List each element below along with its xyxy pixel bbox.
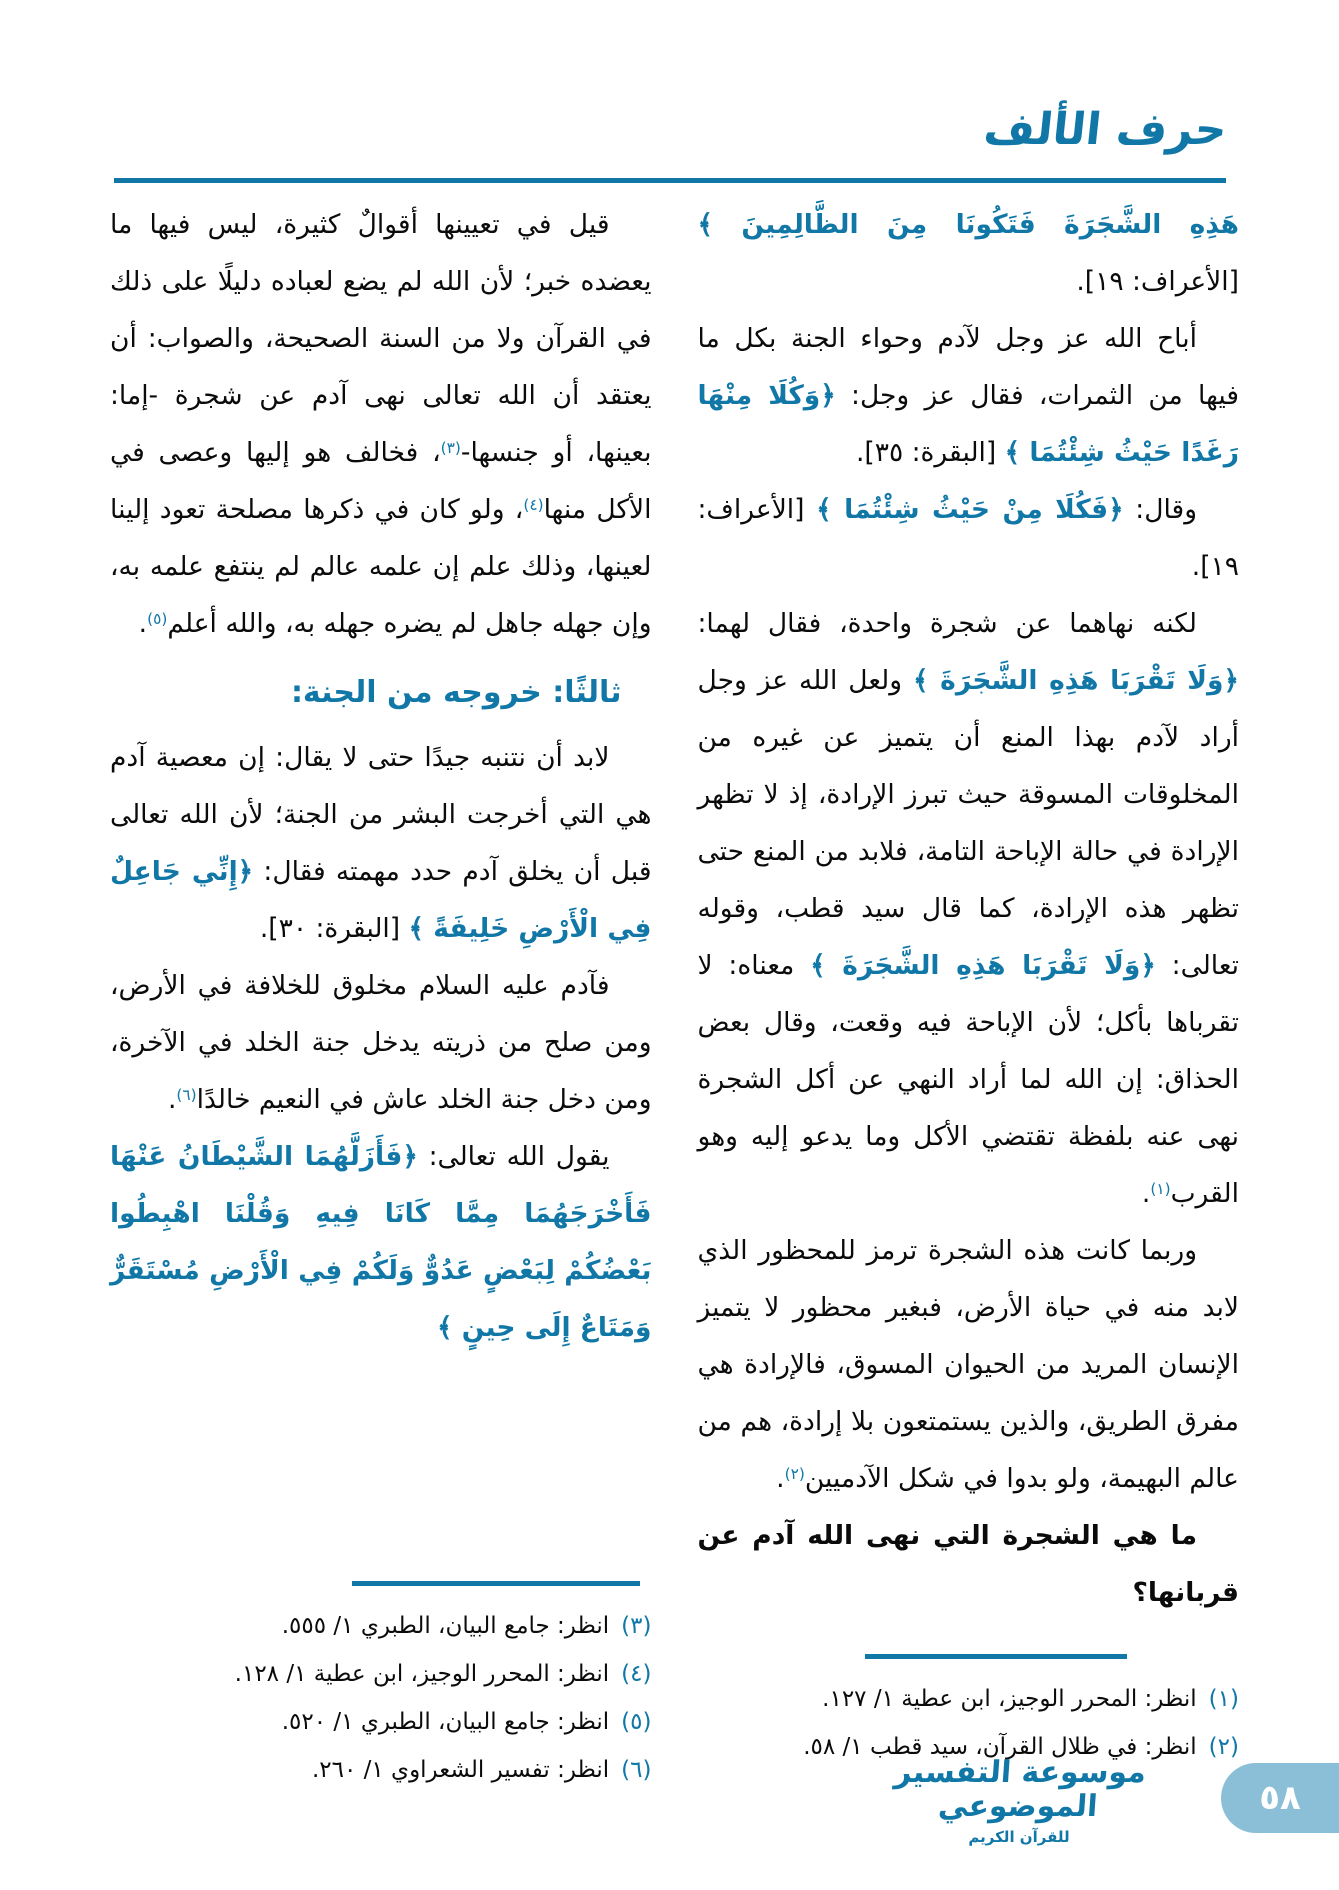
text-run: . xyxy=(776,1463,785,1494)
text-run: انظر: جامع البيان، الطبري ١/ ٥٢٠. xyxy=(281,1709,610,1735)
paragraph-continuation xyxy=(698,196,1240,310)
column-left-text xyxy=(110,196,652,1356)
paragraph xyxy=(110,957,652,1128)
quran-verse: هَذِهِ الشَّجَرَةَ فَتَكُونَا مِنَ الظَّالِمِينَ ﴾ xyxy=(697,209,1239,240)
page-number: ٥٨ xyxy=(1259,1778,1301,1818)
footnote-separator-rule xyxy=(352,1581,640,1586)
page-number-badge xyxy=(1221,1763,1339,1833)
text-run: فآدم عليه السلام مخلوق للخلافة في الأرض، ومن صلح من ذريته يدخل جنة الخلد في الآخرة، ومن دخل جنة الخلد عاش في النعيم خالدًا xyxy=(110,970,652,1115)
text-run: وقال: xyxy=(1123,494,1197,525)
text-run: . xyxy=(1141,1178,1151,1209)
footnote-line xyxy=(110,1602,652,1650)
text-run: انظر: في ظلال القرآن، سيد قطب ١/ ٥٨. xyxy=(803,1734,1197,1760)
text-run: ، فخالف هو إليها وعصى في الأكل منها xyxy=(110,437,652,525)
text-run: . xyxy=(167,1084,177,1115)
text-run: [الأعراف: ١٩]. xyxy=(697,494,1239,582)
text-run: انظر: تفسير الشعراوي ١/ ٢٦٠. xyxy=(311,1757,610,1783)
text-run: [الأعراف: ١٩]. xyxy=(1076,266,1239,297)
paragraph xyxy=(698,481,1240,595)
text-run: قيل في تعيينها أقوالٌ كثيرة، ليس فيها ما يعضده خبر؛ لأن الله لم يضع لعباده دليلًا على ذلك في القرآن ولا من السنة الصحيحة، والصواب: أن يعتقد أن الله تعالى نهى آدم عن شجرة -إما: بعينها، أو جنسها- xyxy=(110,209,652,468)
text-run: [البقرة: ٣٥]. xyxy=(855,437,1005,468)
quran-verse: ﴿وَكُلَا مِنْهَا رَغَدًا حَيْثُ شِئْتُمَا ﴾ xyxy=(697,380,1239,468)
column-right-text xyxy=(698,196,1240,1621)
page-content xyxy=(110,196,1239,1842)
publisher-logo-title: موسوعة التفسير الموضوعي xyxy=(893,1755,1148,1824)
question-paragraph xyxy=(698,1507,1240,1621)
footnote-number: (٣) xyxy=(621,1613,652,1639)
footnote-marker: (٣) xyxy=(440,438,461,457)
footnote-marker: (٢) xyxy=(784,1464,805,1483)
paragraph xyxy=(698,310,1240,481)
text-run: ، ولو كان في ذكرها مصلحة تعود إلينا لعينها، وذلك علم إن علمه عالم لم ينتفع علمه به، وإن جهله جاهل لم يضره جهله به، والله أعلم xyxy=(110,494,652,639)
text-run: ولعل الله عز وجل أراد لآدم بهذا المنع أن يتميز عن غيره من المخلوقات المسوقة حيث تبرز الإرادة، إذ لا تظهر الإرادة في حالة الإباحة التامة، فلابد من المنع حتى تظهر هذه الإرادة، كما قال سيد قطب، وقوله تعالى: xyxy=(697,665,1240,981)
footnote-separator-rule xyxy=(865,1654,1127,1659)
quran-verse: ﴿وَلَا تَقْرَبَا هَذِهِ الشَّجَرَةَ ﴾ xyxy=(810,950,1156,981)
text-run: . xyxy=(138,608,148,639)
paragraph xyxy=(110,729,652,957)
text-run: ثالثًا: خروجه من الجنة: xyxy=(290,675,622,710)
header-rule xyxy=(114,178,1226,183)
quran-verse: ﴿فَكُلَا مِنْ حَيْثُ شِئْتُمَا ﴾ xyxy=(816,494,1124,525)
footnote-marker: (٥) xyxy=(147,609,168,628)
footnote-number: (٦) xyxy=(621,1757,652,1783)
footnotes-left xyxy=(110,1581,652,1842)
text-run: لابد أن نتنبه جيدًا حتى لا يقال: إن معصية آدم هي التي أخرجت البشر من الجنة؛ لأن الله تعالى قبل أن يخلق آدم حدد مهمته فقال: xyxy=(110,742,652,887)
footnote-marker: (٤) xyxy=(523,495,544,514)
text-run: لكنه نهاهما عن شجرة واحدة، فقال لهما: xyxy=(697,608,1197,639)
text-run: انظر: جامع البيان، الطبري ١/ ٥٥٥. xyxy=(281,1613,610,1639)
quran-verse: ﴿فَأَزَلَّهُمَا الشَّيْطَانُ عَنْهَا فَأَخْرَجَهُمَا مِمَّا كَانَا فِيهِ وَقُلْنَا اهْبِطُوا بَعْضُكُمْ لِبَعْضٍ عَدُوٌّ وَلَكُمْ فِي الْأَرْضِ مُسْتَقَرٌّ وَمَتَاعٌ إِلَى حِينٍ ﴾ xyxy=(110,1141,652,1343)
footnote-number: (١) xyxy=(1208,1686,1239,1712)
publisher-logo-subtitle: للقرآن الكريم xyxy=(968,1828,1070,1846)
quran-verse: ﴿إِنِّي جَاعِلٌ فِي الْأَرْضِ خَلِيفَةً ﴾ xyxy=(110,856,652,944)
text-run: [البقرة: ٣٠]. xyxy=(259,913,409,944)
footnote-marker: (٦) xyxy=(176,1085,197,1104)
footnote-number: (٢) xyxy=(1208,1734,1239,1760)
quran-verse: ﴿وَلَا تَقْرَبَا هَذِهِ الشَّجَرَةَ ﴾ xyxy=(912,665,1239,696)
text-run: أباح الله عز وجل لآدم وحواء الجنة بكل ما فيها من الثمرات، فقال عز وجل: xyxy=(697,323,1239,411)
footnote-line xyxy=(110,1746,652,1794)
paragraph xyxy=(698,1222,1240,1507)
footnote-number: (٤) xyxy=(621,1661,652,1687)
footnote-line xyxy=(698,1675,1240,1723)
text-run: انظر: المحرر الوجيز، ابن عطية ١/ ١٢٧. xyxy=(822,1686,1197,1712)
text-run: وربما كانت هذه الشجرة ترمز للمحظور الذي لابد منه في حياة الأرض، فبغير محظور لا يتميز الإنسان المريد من الحيوان المسوق، فالإرادة هي مفرق الطريق، والذين يستمتعون بلا إرادة، هم من عالم البهيمة، ولو بدوا في شكل الآدميين xyxy=(697,1235,1239,1494)
footnote-number: (٥) xyxy=(621,1709,652,1735)
question-text: ما هي الشجرة التي نهى الله آدم عن قربانها؟ xyxy=(697,1520,1239,1608)
chapter-title: حرف الألف xyxy=(981,104,1230,155)
section-heading xyxy=(110,664,652,721)
text-run: انظر: المحرر الوجيز، ابن عطية ١/ ١٢٨. xyxy=(234,1661,610,1687)
footnote-marker: (١) xyxy=(1150,1179,1171,1198)
column-right xyxy=(698,196,1240,1842)
paragraph xyxy=(698,595,1240,1222)
publisher-logo xyxy=(889,1756,1149,1846)
column-left xyxy=(110,196,652,1842)
paragraph xyxy=(110,196,652,652)
footnote-line xyxy=(110,1698,652,1746)
footnote-line xyxy=(110,1650,652,1698)
paragraph xyxy=(110,1128,652,1356)
footnote-lines-left xyxy=(110,1602,652,1794)
text-run: يقول الله تعالى: xyxy=(417,1141,610,1172)
text-run: معناه: لا تقرباها بأكل؛ لأن الإباحة فيه وقعت، وقال بعض الحذاق: إن الله لما أراد النهي عن أكل الشجرة نهى عنه بلفظة تقتضي الأكل وما يدعو إليه وهو القرب xyxy=(697,950,1239,1209)
